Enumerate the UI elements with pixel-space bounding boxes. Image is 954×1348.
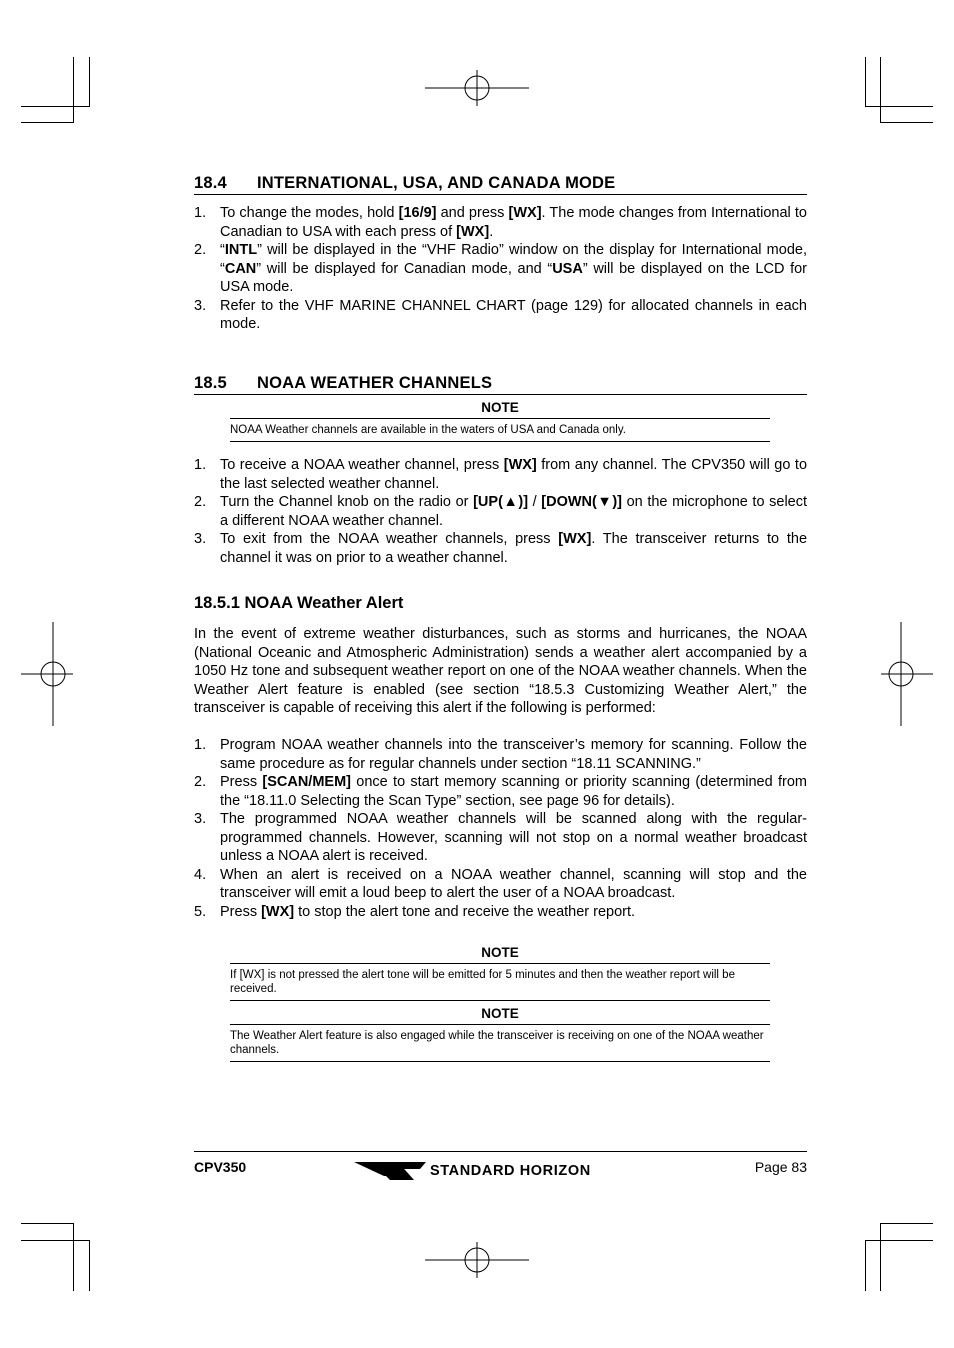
button-reference: [WX]: [456, 223, 490, 240]
list-item-text: once to start memory scanning or priority scanning (determined from the “18.11.0 Selecting the Scan Type” section, see page 96 for details).: [220, 774, 807, 809]
list-item-number: 4.: [194, 866, 207, 883]
list-item: [194, 456, 807, 493]
list-item-text: ” will be displayed in the “VHF Radio” window on the display for International mode, “: [220, 242, 807, 277]
list-item-number: 2.: [194, 242, 207, 258]
note-title: NOTE: [230, 945, 770, 964]
list-item-number: 1.: [194, 205, 207, 221]
section-title: NOAA WEATHER CHANNELS: [257, 374, 493, 392]
list-item-text: /: [528, 494, 542, 510]
list-item: [194, 530, 807, 567]
button-reference: [DOWN(▼)]: [541, 494, 622, 510]
list-item: [194, 241, 807, 297]
list-item-number: 3.: [194, 811, 207, 827]
list-item-text: . The mode changes from International to Canadian to USA with each press of: [220, 205, 807, 240]
section-title: INTERNATIONAL, USA, AND CANADA MODE: [257, 174, 616, 192]
list-item-text: . The transceiver returns to the channel it was on prior to a weather channel.: [220, 531, 808, 566]
section-number: 18.4: [194, 174, 227, 192]
button-reference: [WX]: [558, 531, 592, 547]
button-reference: [16/9]: [398, 205, 437, 221]
list-item: [194, 903, 807, 922]
list-item-text: To exit from the NOAA weather channels, press: [220, 531, 559, 547]
button-reference: [WX]: [503, 457, 537, 473]
list-item-number: 2.: [194, 774, 207, 790]
weather-alert-intro: In the event of extreme weather disturbances, such as storms and hurricanes, the NOAA (National Oceanic and Atmospheric Administration) sends a weather alert accompanied by a 1050 Hz tone and subsequent weather report on one of the NOAA weather channels. When the Weather Alert feature is enabled (see section “18.5.3 Customizing Weather Alert,” the transceiver is capable of receiving this alert if the following is performed:: [194, 626, 807, 716]
section-18-4-heading: [194, 174, 807, 195]
list-item-number: 1.: [194, 737, 207, 753]
note-alert-engaged: [230, 1006, 770, 1062]
list-item-text: to stop the alert tone and receive the weather report.: [294, 903, 636, 920]
section-18-5-heading: [194, 374, 807, 395]
list-item-number: 5.: [194, 903, 207, 920]
weather-alert-steps-list: [194, 736, 807, 921]
brand-mark-icon: [354, 1160, 426, 1182]
footer-rule: [194, 1151, 807, 1152]
footer-model: CPV350: [194, 1159, 247, 1175]
list-item-text: When an alert is received on a NOAA weather channel, scanning will stop and the transceiver will emit a loud beep to alert the user of a NOAA broadcast.: [220, 866, 807, 901]
list-item-text: and press: [436, 205, 509, 221]
list-item: [194, 810, 807, 866]
note-availability: [230, 400, 770, 442]
note-title: NOTE: [230, 1006, 770, 1025]
list-item: [194, 204, 807, 241]
list-item-text: Turn the Channel knob on the radio or: [220, 494, 474, 510]
button-reference: [WX]: [261, 903, 295, 920]
section-number: 18.5: [194, 374, 227, 392]
note-alert-tone: [230, 945, 770, 1001]
list-item-number: 1.: [194, 457, 207, 473]
list-item: [194, 773, 807, 810]
note-body: The Weather Alert feature is also engaged while the transceiver is receiving on one of the NOAA weather channels.: [230, 1025, 770, 1062]
list-item-text: Press: [220, 903, 262, 920]
list-item-number: 3.: [194, 297, 207, 314]
mode-steps-list: [194, 204, 807, 334]
list-item-text: ” will be displayed for Canadian mode, and “: [256, 260, 553, 277]
button-reference: [UP(▲)]: [473, 494, 529, 510]
list-item-text: from any channel. The CPV350 will go to the last selected weather channel.: [220, 457, 808, 492]
button-reference: [WX]: [508, 205, 542, 221]
standard-horizon-logo: [354, 1160, 591, 1182]
list-item-text: To change the modes, hold: [220, 205, 399, 221]
button-reference: [SCAN/MEM]: [262, 774, 351, 790]
list-item-text: The programmed NOAA weather channels will be scanned along with the regular-programmed channels. However, scanning will not stop on a normal weather broadcast unless a NOAA alert is received.: [220, 811, 807, 864]
list-item-text: To receive a NOAA weather channel, press: [220, 457, 504, 473]
button-reference: USA: [552, 260, 583, 277]
list-item: [194, 493, 807, 530]
list-item-text: Refer to the VHF MARINE CHANNEL CHART (page 129) for allocated channels in each mode.: [220, 297, 807, 332]
list-item-text: Press: [220, 774, 263, 790]
list-item-number: 3.: [194, 531, 207, 547]
button-reference: INTL: [224, 242, 258, 258]
list-item-text: on the microphone to select a different NOAA weather channel.: [220, 494, 808, 529]
weather-channel-steps-list: [194, 456, 807, 567]
list-item: [194, 736, 807, 773]
note-body: If [WX] is not pressed the alert tone will be emitted for 5 minutes and then the weather report will be received.: [230, 964, 770, 1001]
list-item: [194, 297, 807, 334]
footer-page-number: Page 83: [754, 1159, 807, 1175]
list-item-number: 2.: [194, 494, 207, 510]
brand-name: STANDARD HORIZON: [430, 1163, 591, 1179]
list-item-text: “: [220, 242, 225, 258]
list-item-text: Program NOAA weather channels into the transceiver’s memory for scanning. Follow the same procedure as for regular channels under section “18.11 SCANNING.”: [220, 737, 807, 772]
button-reference: CAN: [224, 260, 257, 277]
list-item: [194, 866, 807, 903]
note-body: NOAA Weather channels are available in the waters of USA and Canada only.: [230, 419, 770, 442]
list-item-text: ” will be displayed on the LCD for USA mode.: [220, 260, 807, 295]
section-18-5-1-heading: 18.5.1 NOAA Weather Alert: [194, 594, 404, 612]
list-item-text: .: [489, 223, 494, 240]
note-title: NOTE: [230, 400, 770, 419]
